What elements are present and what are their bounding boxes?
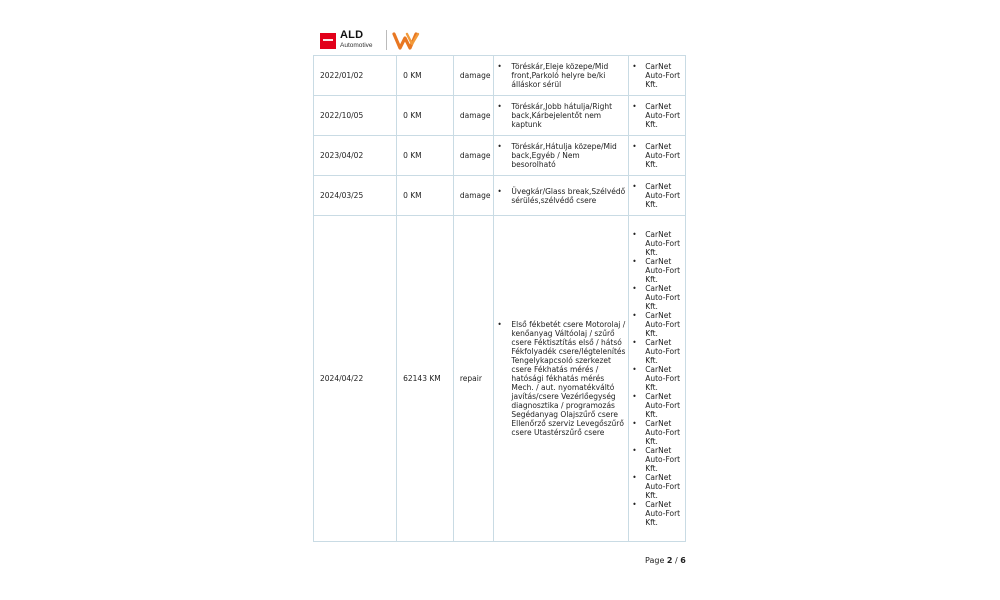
provider-item: • CarNet Auto-Fort Kft. <box>645 257 683 284</box>
description-list <box>494 102 628 129</box>
description-item: • Üvegkár/Glass break,Szélvédő sérülés,szélvédő csere <box>511 187 626 205</box>
table-row <box>314 136 686 176</box>
provider-item: • CarNet Auto-Fort Kft. <box>645 500 683 527</box>
current-page-number: 2 <box>666 556 673 565</box>
date-cell <box>314 176 397 216</box>
table-row <box>314 56 686 96</box>
document-header <box>320 28 686 54</box>
service-provider-cell <box>629 176 686 216</box>
description-cell <box>494 96 629 136</box>
description-cell <box>494 176 629 216</box>
description-item: • Töréskár,Hátulja közepe/Mid back,Egyéb / Nem besorolható <box>511 142 626 169</box>
date-cell <box>314 136 397 176</box>
provider-item: • CarNet Auto-Fort Kft. <box>645 338 683 365</box>
mileage-cell <box>397 176 454 216</box>
service-provider-cell <box>629 96 686 136</box>
table-row <box>314 216 686 542</box>
provider-list <box>629 102 685 129</box>
mileage-cell-text: 0 KM <box>403 111 422 120</box>
event-type-cell-text: repair <box>459 374 482 383</box>
event-type-cell <box>453 96 494 136</box>
provider-item: • CarNet Auto-Fort Kft. <box>645 182 683 209</box>
table-row <box>314 96 686 136</box>
event-type-cell-text: damage <box>459 111 491 120</box>
service-provider-cell <box>629 136 686 176</box>
page-footer <box>645 556 686 565</box>
description-item: • Első fékbetét csere Motorolaj / kenőanyag Váltóolaj / szűrő csere Féktisztítás első / hátsó Fékfolyadék csere/légtelenítés Tengelykapcsoló szerkezet csere Fékhatás mérés / hatósági fékhatás mérés Mech. / aut. nyomatékváltó javítás/csere Vezérlőegység diagnosztika / programozás Segédanyag Olajszűrő csere Ellenőrző szerviz Levegőszűrő csere Utastérszűrő csere <box>511 320 626 437</box>
date-cell-text: 2024/04/22 <box>320 374 364 383</box>
service-history-table <box>313 55 686 542</box>
date-cell <box>314 56 397 96</box>
date-cell <box>314 96 397 136</box>
date-cell-text: 2022/01/02 <box>320 71 364 80</box>
ald-automotive-logo <box>320 29 392 54</box>
description-list <box>494 187 628 205</box>
date-cell-text: 2024/03/25 <box>320 191 364 200</box>
description-cell <box>494 216 629 542</box>
total-pages-number: 6 <box>680 556 686 565</box>
provider-list <box>629 182 685 209</box>
mileage-cell-text: 0 KM <box>403 71 422 80</box>
description-list <box>494 320 628 437</box>
page-separator: / <box>675 556 678 565</box>
provider-item: • CarNet Auto-Fort Kft. <box>645 62 683 89</box>
date-cell-text: 2023/04/02 <box>320 151 364 160</box>
provider-item: • CarNet Auto-Fort Kft. <box>645 473 683 500</box>
date-cell-text: 2022/10/05 <box>320 111 364 120</box>
mileage-cell <box>397 96 454 136</box>
mileage-cell-text: 0 KM <box>403 191 422 200</box>
provider-list <box>629 62 685 89</box>
description-cell <box>494 136 629 176</box>
provider-list <box>629 142 685 169</box>
table-row <box>314 176 686 216</box>
provider-item: • CarNet Auto-Fort Kft. <box>645 311 683 338</box>
event-type-cell-text: damage <box>459 71 491 80</box>
event-type-cell-text: damage <box>459 151 491 160</box>
ald-logo-mark-icon <box>320 33 336 49</box>
date-cell <box>314 216 397 542</box>
page-label: Page <box>645 556 665 565</box>
description-cell <box>494 56 629 96</box>
event-type-cell-text: damage <box>459 191 491 200</box>
vw-logo-icon <box>392 30 424 52</box>
logo-divider <box>386 30 387 50</box>
event-type-cell <box>453 136 494 176</box>
service-provider-cell <box>629 56 686 96</box>
event-type-cell <box>453 56 494 96</box>
ald-logo-text: ALD <box>340 29 364 41</box>
description-list <box>494 62 628 89</box>
ald-logo-subtext: Automotive <box>340 42 373 49</box>
mileage-cell-text: 0 KM <box>403 151 422 160</box>
provider-list <box>629 230 685 527</box>
provider-item: • CarNet Auto-Fort Kft. <box>645 142 683 169</box>
provider-item: • CarNet Auto-Fort Kft. <box>645 102 683 129</box>
provider-item: • CarNet Auto-Fort Kft. <box>645 230 683 257</box>
mileage-cell <box>397 216 454 542</box>
provider-item: • CarNet Auto-Fort Kft. <box>645 284 683 311</box>
event-type-cell <box>453 216 494 542</box>
mileage-cell-text: 62143 KM <box>403 374 441 383</box>
description-item: • Töréskár,Eleje közepe/Mid front,Parkoló helyre be/ki álláskor sérül <box>511 62 626 89</box>
provider-item: • CarNet Auto-Fort Kft. <box>645 419 683 446</box>
event-type-cell <box>453 176 494 216</box>
provider-item: • CarNet Auto-Fort Kft. <box>645 365 683 392</box>
provider-item: • CarNet Auto-Fort Kft. <box>645 446 683 473</box>
provider-item: • CarNet Auto-Fort Kft. <box>645 392 683 419</box>
service-provider-cell <box>629 216 686 542</box>
mileage-cell <box>397 56 454 96</box>
description-list <box>494 142 628 169</box>
table-body <box>314 56 686 542</box>
mileage-cell <box>397 136 454 176</box>
description-item: • Töréskár,Jobb hátulja/Right back,Kárbejelentőt nem kaptunk <box>511 102 626 129</box>
